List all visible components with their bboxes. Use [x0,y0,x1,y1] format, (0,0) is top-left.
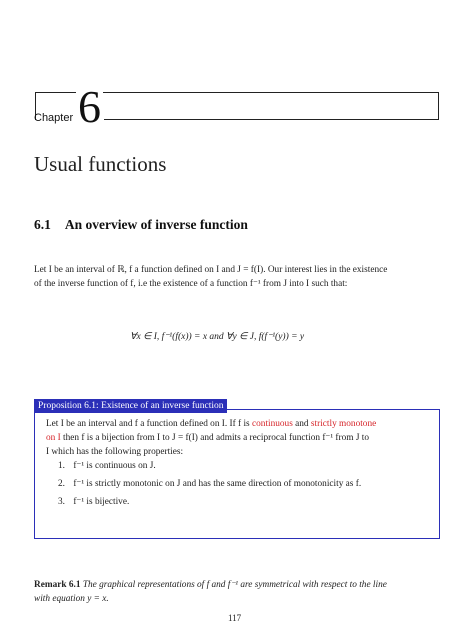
remark [34,578,444,606]
section-number: 6.1 [34,217,51,232]
highlight-continuous: continuous [252,419,293,429]
proposition-text: and [292,419,311,429]
list-item-number: 2. [58,479,65,489]
proposition-line [46,431,432,445]
list-item [58,495,129,509]
intro-line: of the inverse function of f, i.e the existence of a function f⁻¹ from J into I such that: [34,279,348,289]
list-item-text: f⁻¹ is strictly monotonic on J and has the same direction of monotonicity as f. [73,479,362,489]
proposition-body [46,417,432,459]
highlight-strictly-monotone: strictly monotone [310,419,377,429]
proposition-text: Let I be an interval and f a function defined on I. If f is [46,419,253,429]
page-number: 117 [228,613,242,623]
remark-text: The graphical representations of f and f⁻¹ are symmetrical with respect to the line [82,580,387,590]
section-heading [34,217,248,233]
highlight-on-i: on I [46,433,61,443]
chapter-frame-right [104,92,439,120]
intro-paragraph [34,263,442,291]
list-item [58,459,156,473]
list-item-number: 3. [58,497,65,507]
remark-line: with equation y = x. [34,594,109,604]
chapter-label: Chapter [34,112,74,124]
remark-line [34,578,444,592]
list-item-text: f⁻¹ is bijective. [73,497,130,507]
intro-line: Let I be an interval of ℝ, f a function defined on I and J = f(I). Our interest lies in the existence [34,265,388,275]
section-title: An overview of inverse function [64,217,248,232]
proposition-line [46,417,432,431]
proposition-text: then f is a bijection from I to J = f(I) and admits a reciprocal function f⁻¹ from J to [60,433,370,443]
list-item-number: 1. [58,461,65,471]
chapter-title: Usual functions [34,152,167,176]
remark-label: Remark 6.1 [34,580,81,590]
list-item [58,477,361,491]
display-formula: ∀x ∈ I, f⁻¹(f(x)) = x and ∀y ∈ J, f(f⁻¹(y)) = y [130,332,305,342]
proposition-line: I which has the following properties: [46,447,184,457]
chapter-number: 6 [78,81,101,132]
list-item-text: f⁻¹ is continuous on J. [73,461,156,471]
proposition-title-tab: Proposition 6.1: Existence of an inverse function [34,399,227,413]
